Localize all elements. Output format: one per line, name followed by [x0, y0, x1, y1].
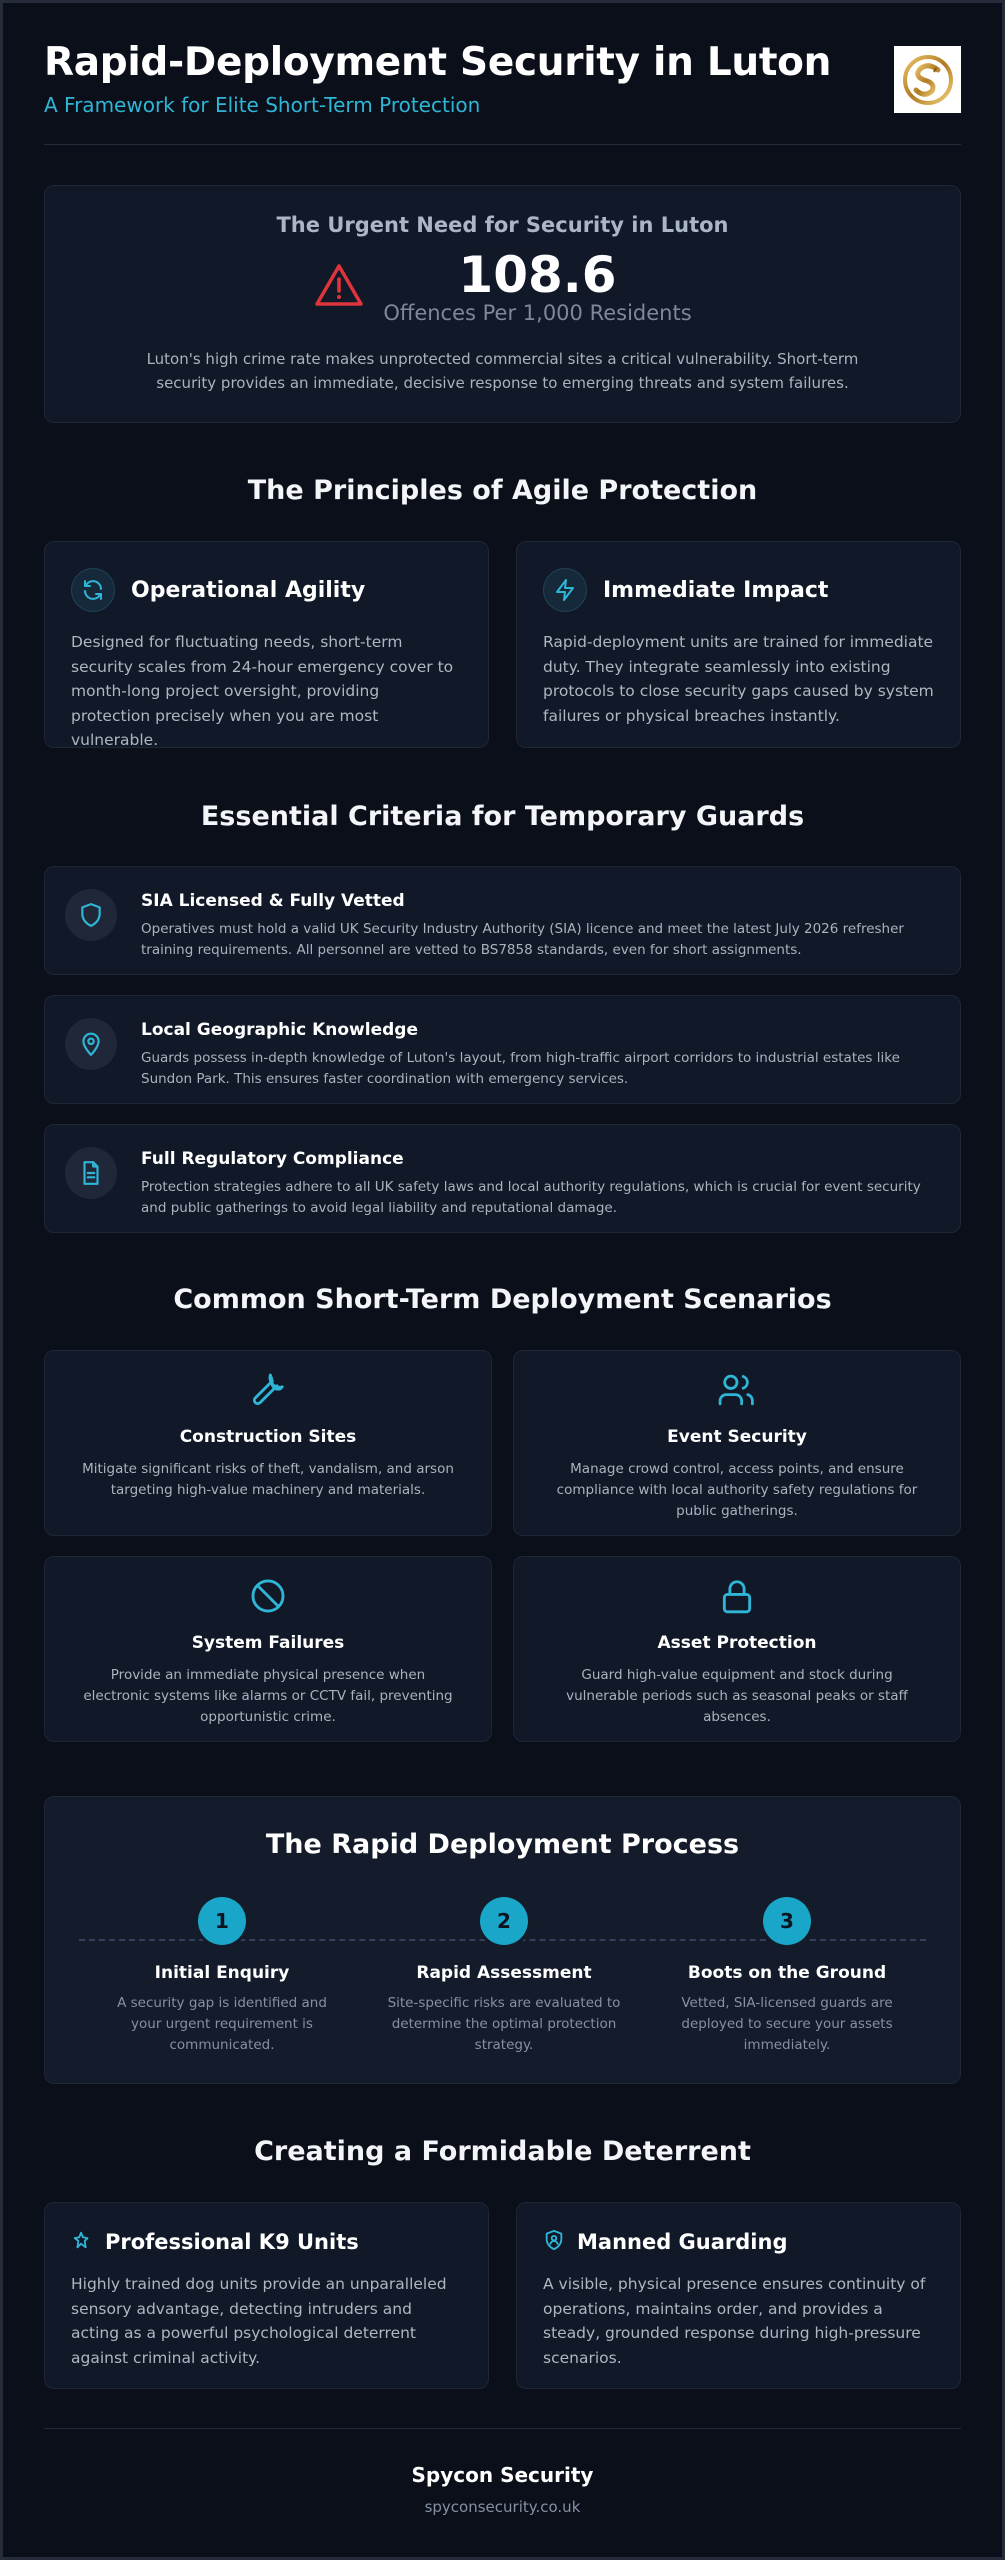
spycon-logo [894, 46, 961, 113]
criteria-body: Guards possess in-depth knowledge of Luton's layout, from high-traffic airport corridors to industrial estates like Sundon Park. This ensures faster coordination with emergency services. [141, 1050, 900, 1087]
dog-icon [71, 2229, 93, 2255]
deterrent-card-manned [516, 2202, 961, 2389]
lock-icon [718, 1600, 756, 1619]
shield-user-icon [543, 2229, 565, 2255]
hero-body: Luton's high crime rate makes unprotected commercial sites a critical vulnerability. Short-term security provides an immediate, decisive response to emerging threats and system failures. [146, 350, 859, 392]
step-heading: Rapid Assessment [416, 1963, 592, 1983]
step-number: 2 [480, 1897, 528, 1945]
step-body: Vetted, SIA-licensed guards are deployed to secure your assets immediately. [681, 1995, 893, 2053]
scenario-body: Provide an immediate physical presence when electronic systems like alarms or CCTV fail, preventing opportunistic crime. [83, 1667, 453, 1725]
criteria-body: Protection strategies adhere to all UK safety laws and local authority regulations, which is crucial for event security and public gatherings to avoid legal liability and reputational damage. [141, 1179, 921, 1216]
document-icon [65, 1147, 117, 1199]
wrench-icon [249, 1394, 287, 1413]
principle-heading: Immediate Impact [603, 577, 829, 603]
process-panel [44, 1796, 961, 2084]
scenario-heading: System Failures [191, 1633, 345, 1653]
step-heading: Boots on the Ground [687, 1963, 887, 1983]
shield-icon [65, 889, 117, 941]
deterrent-card-k9 [44, 2202, 489, 2389]
scenario-body: Mitigate significant risks of theft, vandalism, and arson targeting high-value machinery and materials. [82, 1461, 454, 1498]
step-body: Site-specific risks are evaluated to determine the optimal protection strategy. [387, 1995, 621, 2053]
page-title: Rapid-Deployment Security in Luton [44, 40, 832, 85]
crime-stat [45, 246, 960, 325]
scenario-card-construction [44, 1350, 492, 1536]
deterrent-body: Highly trained dog units provide an unparalleled sensory advantage, detecting intruders and acting as a powerful psychological deterrent against criminal activity. [71, 2275, 447, 2367]
criteria-title: Essential Criteria for Temporary Guards [200, 801, 805, 832]
scenario-body: Manage crowd control, access points, and ensure compliance with local authority safety regulations for public gatherings. [556, 1461, 918, 1519]
scenario-card-event [513, 1350, 961, 1536]
criteria-body: Operatives must hold a valid UK Security Industry Authority (SIA) licence and meet the latest July 2026 refresher training requirements. All personnel are vetted to BS7858 standards, even for short assignments. [141, 921, 904, 958]
scenario-card-asset [513, 1556, 961, 1742]
lightning-icon [543, 568, 587, 612]
scenario-heading: Asset Protection [657, 1633, 817, 1653]
principle-body: Rapid-deployment units are trained for immediate duty. They integrate seamlessly into existing protocols to close security gaps caused by system failures or physical breaches instantly. [543, 633, 934, 725]
scenario-heading: Event Security [667, 1427, 807, 1447]
step-heading: Initial Enquiry [154, 1963, 290, 1983]
scenarios-title: Common Short-Term Deployment Scenarios [173, 1284, 832, 1315]
process-step [362, 1897, 646, 2056]
company-name: Spycon Security [411, 2463, 594, 2487]
map-pin-icon [65, 1018, 117, 1070]
ban-icon [249, 1600, 287, 1619]
scenario-heading: Construction Sites [179, 1427, 357, 1447]
criteria-row-compliance [44, 1124, 961, 1233]
deterrent-heading: Manned Guarding [577, 2230, 788, 2254]
criteria-heading: Local Geographic Knowledge [141, 1020, 418, 1040]
page-subtitle: A Framework for Elite Short-Term Protection [44, 93, 481, 117]
criteria-row-local [44, 995, 961, 1104]
criteria-heading: SIA Licensed & Fully Vetted [141, 891, 405, 911]
company-url[interactable]: spyconsecurity.co.uk [424, 2498, 581, 2516]
principle-heading: Operational Agility [131, 577, 366, 603]
process-step [80, 1897, 364, 2056]
criteria-row-sia [44, 866, 961, 975]
deterrent-body: A visible, physical presence ensures continuity of operations, maintains order, and provides a steady, grounded response during high-pressure scenarios. [543, 2275, 926, 2367]
principle-body: Designed for fluctuating needs, short-term security scales from 24-hour emergency cover to month-long project oversight, providing protection precisely when you are most vulnerable. [71, 633, 454, 749]
deterrent-heading: Professional K9 Units [105, 2230, 359, 2254]
process-title: The Rapid Deployment Process [265, 1829, 740, 1860]
stat-unit: Offences Per 1,000 Residents [383, 301, 692, 325]
page-header [44, 40, 961, 145]
process-step [645, 1897, 929, 2056]
principle-card-agility [44, 541, 489, 748]
deterrent-title: Creating a Formidable Deterrent [254, 2136, 751, 2167]
stat-value: 108.6 [458, 246, 617, 304]
users-icon [717, 1394, 757, 1413]
warning-triangle-icon [313, 262, 365, 312]
criteria-heading: Full Regulatory Compliance [141, 1149, 404, 1169]
hero-heading: The Urgent Need for Security in Luton [276, 213, 729, 237]
page-footer [44, 2428, 961, 2516]
step-number: 1 [198, 1897, 246, 1945]
scenario-card-system-failures [44, 1556, 492, 1742]
scenario-body: Guard high-value equipment and stock during vulnerable periods such as seasonal peaks or staff absences. [566, 1667, 908, 1725]
step-body: A security gap is identified and your urgent requirement is communicated. [117, 1995, 327, 2053]
refresh-icon [71, 568, 115, 612]
step-number: 3 [763, 1897, 811, 1945]
principle-card-impact [516, 541, 961, 748]
crime-stat-card [44, 185, 961, 423]
principles-title: The Principles of Agile Protection [247, 475, 758, 506]
